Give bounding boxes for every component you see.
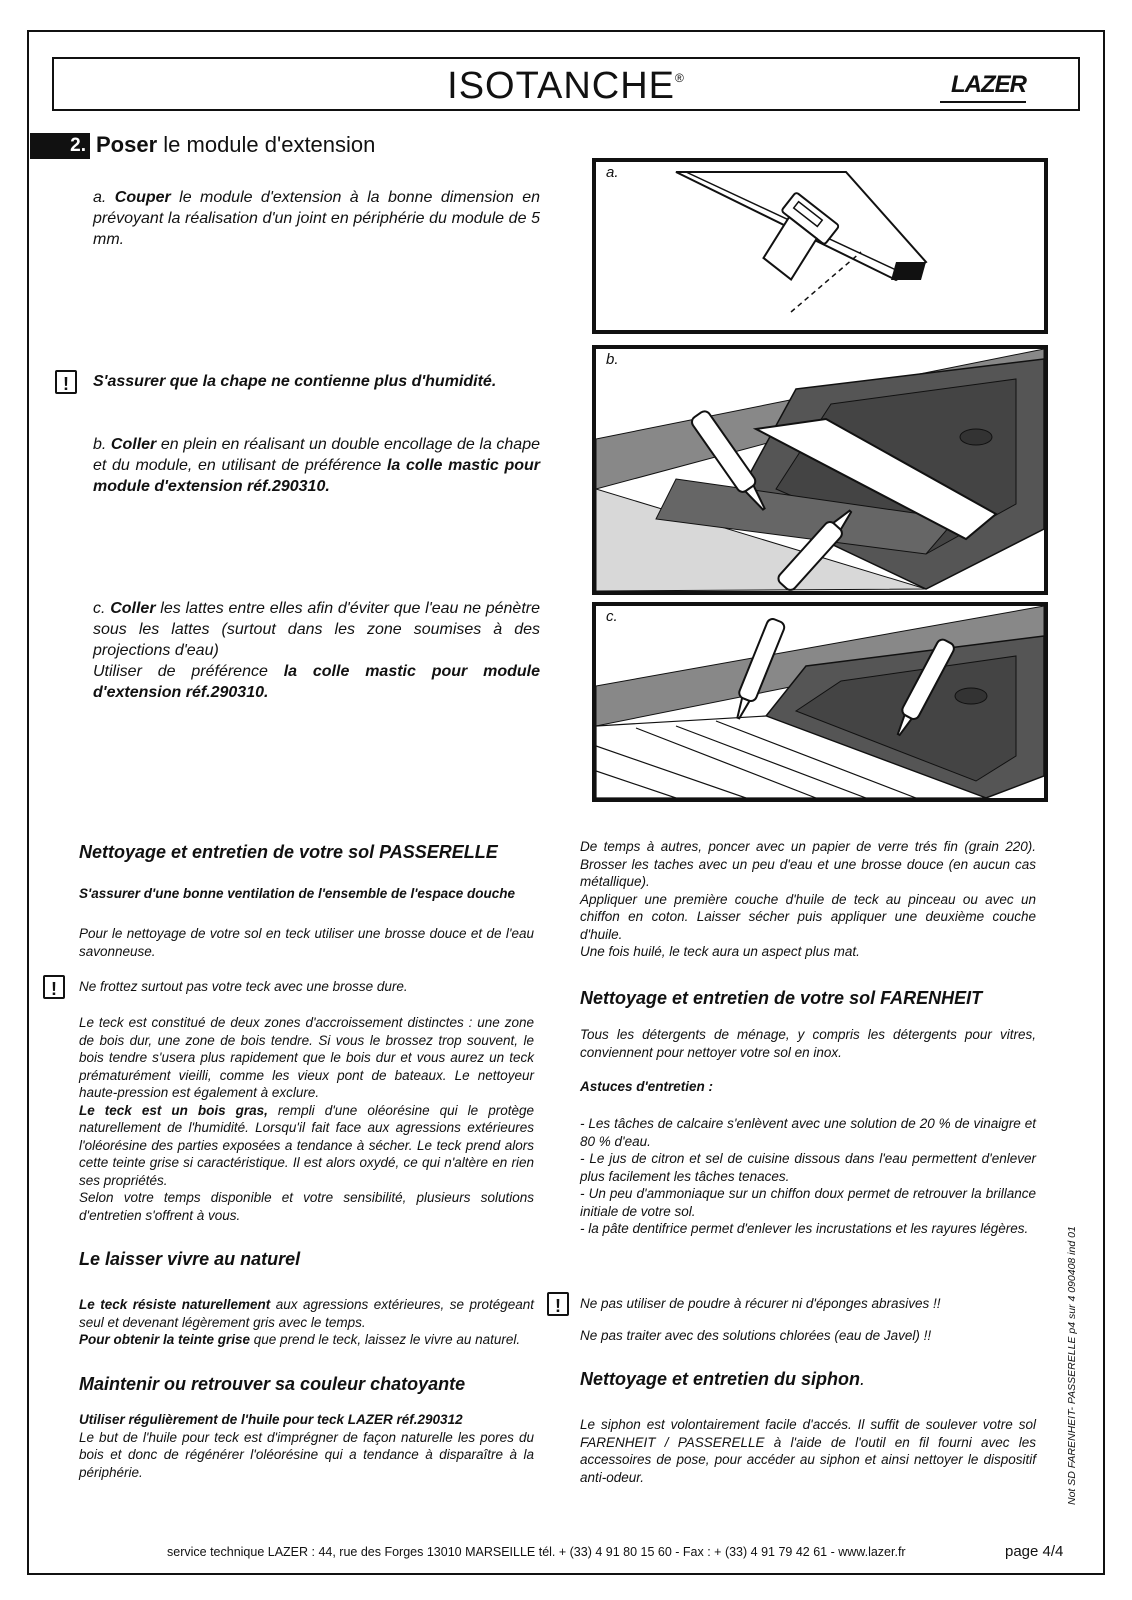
teck-description: Le teck est constitué de deux zones d'accroissement distinctes : une zone de bois dur, une zone de bois tendre. Si vous le brossez trop souvent, le bois tendre s'usera plus rapidement que le bois dur et vous aurez un teck prématurément vieilli, comme les vieux pont de bateaux. Le nettoyeur haute-pression est également à exclure. Le teck est un bois gras, rempli d'une oléorésine qui le protège naturellement de l'humidité. Lorsqu'il fait face aux agressions extérieures l'oléorésine des parties exposées a tendance à sécher. Le teck prend alors cette teinte grise si caractéristique. Il est alors oxydé, ce qui n'altère en rien ses propriétés. Selon votre temps disponible et votre sensibilité, plusieurs solutions d'entretien s'offrent à vous. <box>79 1015 534 1223</box>
tip-item: - Le jus de citron et sel de cuisine dissous dans l'eau permettent d'enlever plus facilement les tâches tenaces. <box>580 1151 1036 1184</box>
astuces-heading: Astuces d'entretien : <box>580 1079 713 1094</box>
warning-text: S'assurer que la chape ne contienne plus d'humidité. <box>93 373 497 390</box>
tip-item: - Les tâches de calcaire s'enlèvent avec une solution de 20 % de vinaigre et 80 % d'eau. <box>580 1116 1036 1149</box>
lazer-logo: LAZER <box>951 71 1026 98</box>
poncer-text: De temps à autres, poncer avec un papier de verre trés fin (grain 220). Brosser les taches avec un peu d'eau et une brosse douce (en aucun cas métallique). Appliquer une première couche d'huile de teck au pinceau ou avec un chiffon en coton. Laisser sécher puis appliquer une deuxième couche d'huile. Une fois huilé, le teck aura un aspect plus mat. <box>580 839 1036 959</box>
figure-c-label: c. <box>606 608 618 625</box>
heading-siphon: Nettoyage et entretien du siphon. <box>580 1369 866 1389</box>
gluing-illustration <box>596 349 1044 591</box>
figure-a-label: a. <box>606 164 619 181</box>
warning-abrasive <box>547 1292 941 1317</box>
huile-text: Utiliser régulièrement de l'huile pour teck LAZER réf.290312 Le but de l'huile pour teck est d'imprégner de façon naturelle les pores du bois et donc de régénérer l'oléorésine qui a tendance à disparaître à la périphérie. <box>79 1412 534 1480</box>
heading-couleur: Maintenir ou retrouver sa couleur chatoyante <box>79 1374 466 1394</box>
document-reference: Not SD FARENHEIT- PASSERELLE p4 sur 4 090408 ind 01 <box>1066 1226 1078 1505</box>
heading-naturel: Le laisser vivre au naturel <box>79 1249 301 1269</box>
siphon-text: Le siphon est volontairement facile d'accés. Il suffit de soulever votre sol FARENHEIT / PASSERELLE à l'aide de l'outil en fil fourni avec les accessoires de pose, pour accéder au siphon et ainsi nettoyer le dispositif anti-odeur. <box>580 1417 1036 1485</box>
heading-farenheit: Nettoyage et entretien de votre sol FARENHEIT <box>580 988 983 1008</box>
tip-item: - la pâte dentifrice permet d'enlever les incrustations et les rayures légères. <box>580 1221 1029 1236</box>
figure-c <box>592 602 1048 802</box>
cutting-illustration <box>596 162 1044 330</box>
footer-contact: service technique LAZER : 44, rue des Forges 13010 MARSEILLE tél. + (33) 4 91 80 15 60 - Fax : + (33) 4 91 79 42 61 - www.lazer.fr <box>167 1545 906 1559</box>
instruction-a: a. Couper le module d'extension à la bonne dimension en prévoyant la réalisation d'un joint en périphérie du module de 5 mm. <box>93 189 540 248</box>
figure-b-label: b. <box>606 351 619 368</box>
warning-text: Ne pas utiliser de poudre à récurer ni d'éponges abrasives !! <box>580 1296 941 1311</box>
detergents-text: Tous les détergents de ménage, y compris les détergents pour vitres, conviennent pour nettoyer votre sol en inox. <box>580 1027 1036 1060</box>
ventilation-note: S'assurer d'une bonne ventilation de l'ensemble de l'espace douche <box>79 886 515 901</box>
warning-text: Ne frottez surtout pas votre teck avec une brosse dure. <box>79 979 408 994</box>
page-number: page 4/4 <box>1005 1543 1064 1560</box>
step-title: Poser le module d'extension <box>96 132 376 157</box>
warning-icon: ! <box>547 1292 569 1316</box>
warning-humidity <box>55 370 497 395</box>
figure-b <box>592 345 1048 595</box>
step-number: 2. <box>30 133 90 159</box>
instruction-b: b. Coller en plein en réalisant un double encollage de la chape et du module, en utilisant de préférence la colle mastic pour module d'extension réf.290310. <box>93 436 541 495</box>
javel-note: Ne pas traiter avec des solutions chlorées (eau de Javel) !! <box>580 1328 932 1343</box>
brand-title: ISOTANCHE® <box>447 65 685 107</box>
instruction-c: c. Coller les lattes entre elles afin d'éviter que l'eau ne pénètre sous les lattes (surtout dans les zone soumises à des projections d'eau) Utiliser de préférence la colle mastic pour module d'extension réf.290310. <box>93 600 541 701</box>
tips-list <box>580 1115 1036 1238</box>
warning-icon: ! <box>55 370 77 394</box>
tip-item: - Un peu d'ammoniaque sur un chiffon doux permet de retrouver la brillance initiale de votre sol. <box>580 1186 1036 1219</box>
naturel-text: Le teck résiste naturellement aux agressions extérieures, se protégeant seul et devenant légèrement gris avec le temps. Pour obtenir la teinte grise que prend le teck, laissez le vivre au naturel. <box>79 1297 534 1347</box>
figure-a <box>592 158 1048 334</box>
step-heading <box>30 132 376 159</box>
slats-illustration <box>596 606 1044 798</box>
warning-icon: ! <box>43 975 65 999</box>
warning-brush <box>43 975 408 1000</box>
logo-underline <box>940 101 1026 103</box>
header <box>52 57 1080 111</box>
brush-note: Pour le nettoyage de votre sol en teck utiliser une brosse douce et de l'eau savonneuse. <box>79 926 534 959</box>
heading-passerelle: Nettoyage et entretien de votre sol PASSERELLE <box>79 842 498 862</box>
